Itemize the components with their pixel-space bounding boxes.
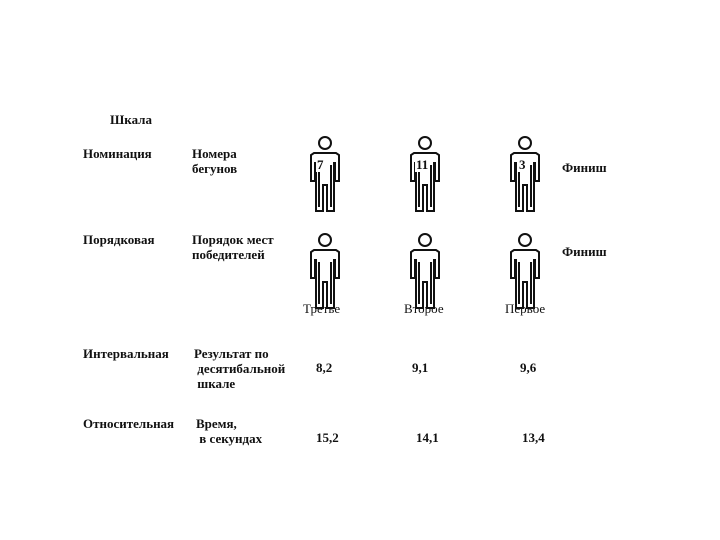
scale-nominal-desc: Номера бегунов	[192, 146, 238, 176]
finish-label: Финиш	[562, 244, 607, 259]
scale-header: Шкала	[110, 112, 152, 127]
runner-figure-icon	[508, 232, 542, 312]
scale-ordinal-label: Порядковая	[83, 232, 155, 247]
scale-ratio-label: Относительная	[83, 416, 175, 431]
time-value: 15,2	[316, 430, 339, 445]
runner-number: 7	[317, 157, 324, 172]
score-value: 9,6	[520, 360, 537, 375]
runner-figure-icon	[308, 232, 342, 312]
runner-figure-icon	[408, 135, 442, 215]
finish-label: Финиш	[562, 160, 607, 175]
runner-number: 3	[519, 157, 526, 172]
time-value: 13,4	[522, 430, 545, 445]
runner-number: 11	[416, 157, 429, 172]
place-label: Третье	[303, 301, 341, 316]
score-value: 8,2	[316, 360, 333, 375]
scale-ratio-desc: Время, в секундах	[196, 416, 263, 446]
runner-figure-icon	[508, 135, 542, 215]
place-label: Второе	[404, 301, 444, 316]
score-value: 9,1	[412, 360, 429, 375]
scale-interval-desc: Результат по десятибальной шкале	[194, 346, 286, 391]
scale-interval-label: Интервальная	[83, 346, 169, 361]
place-label: Первое	[505, 301, 546, 316]
runner-figure-icon	[408, 232, 442, 312]
time-value: 14,1	[416, 430, 439, 445]
scale-ordinal-desc: Порядок мест победителей	[192, 232, 274, 262]
scale-nominal-label: Номинация	[83, 146, 152, 161]
runner-figure-icon	[308, 135, 342, 215]
